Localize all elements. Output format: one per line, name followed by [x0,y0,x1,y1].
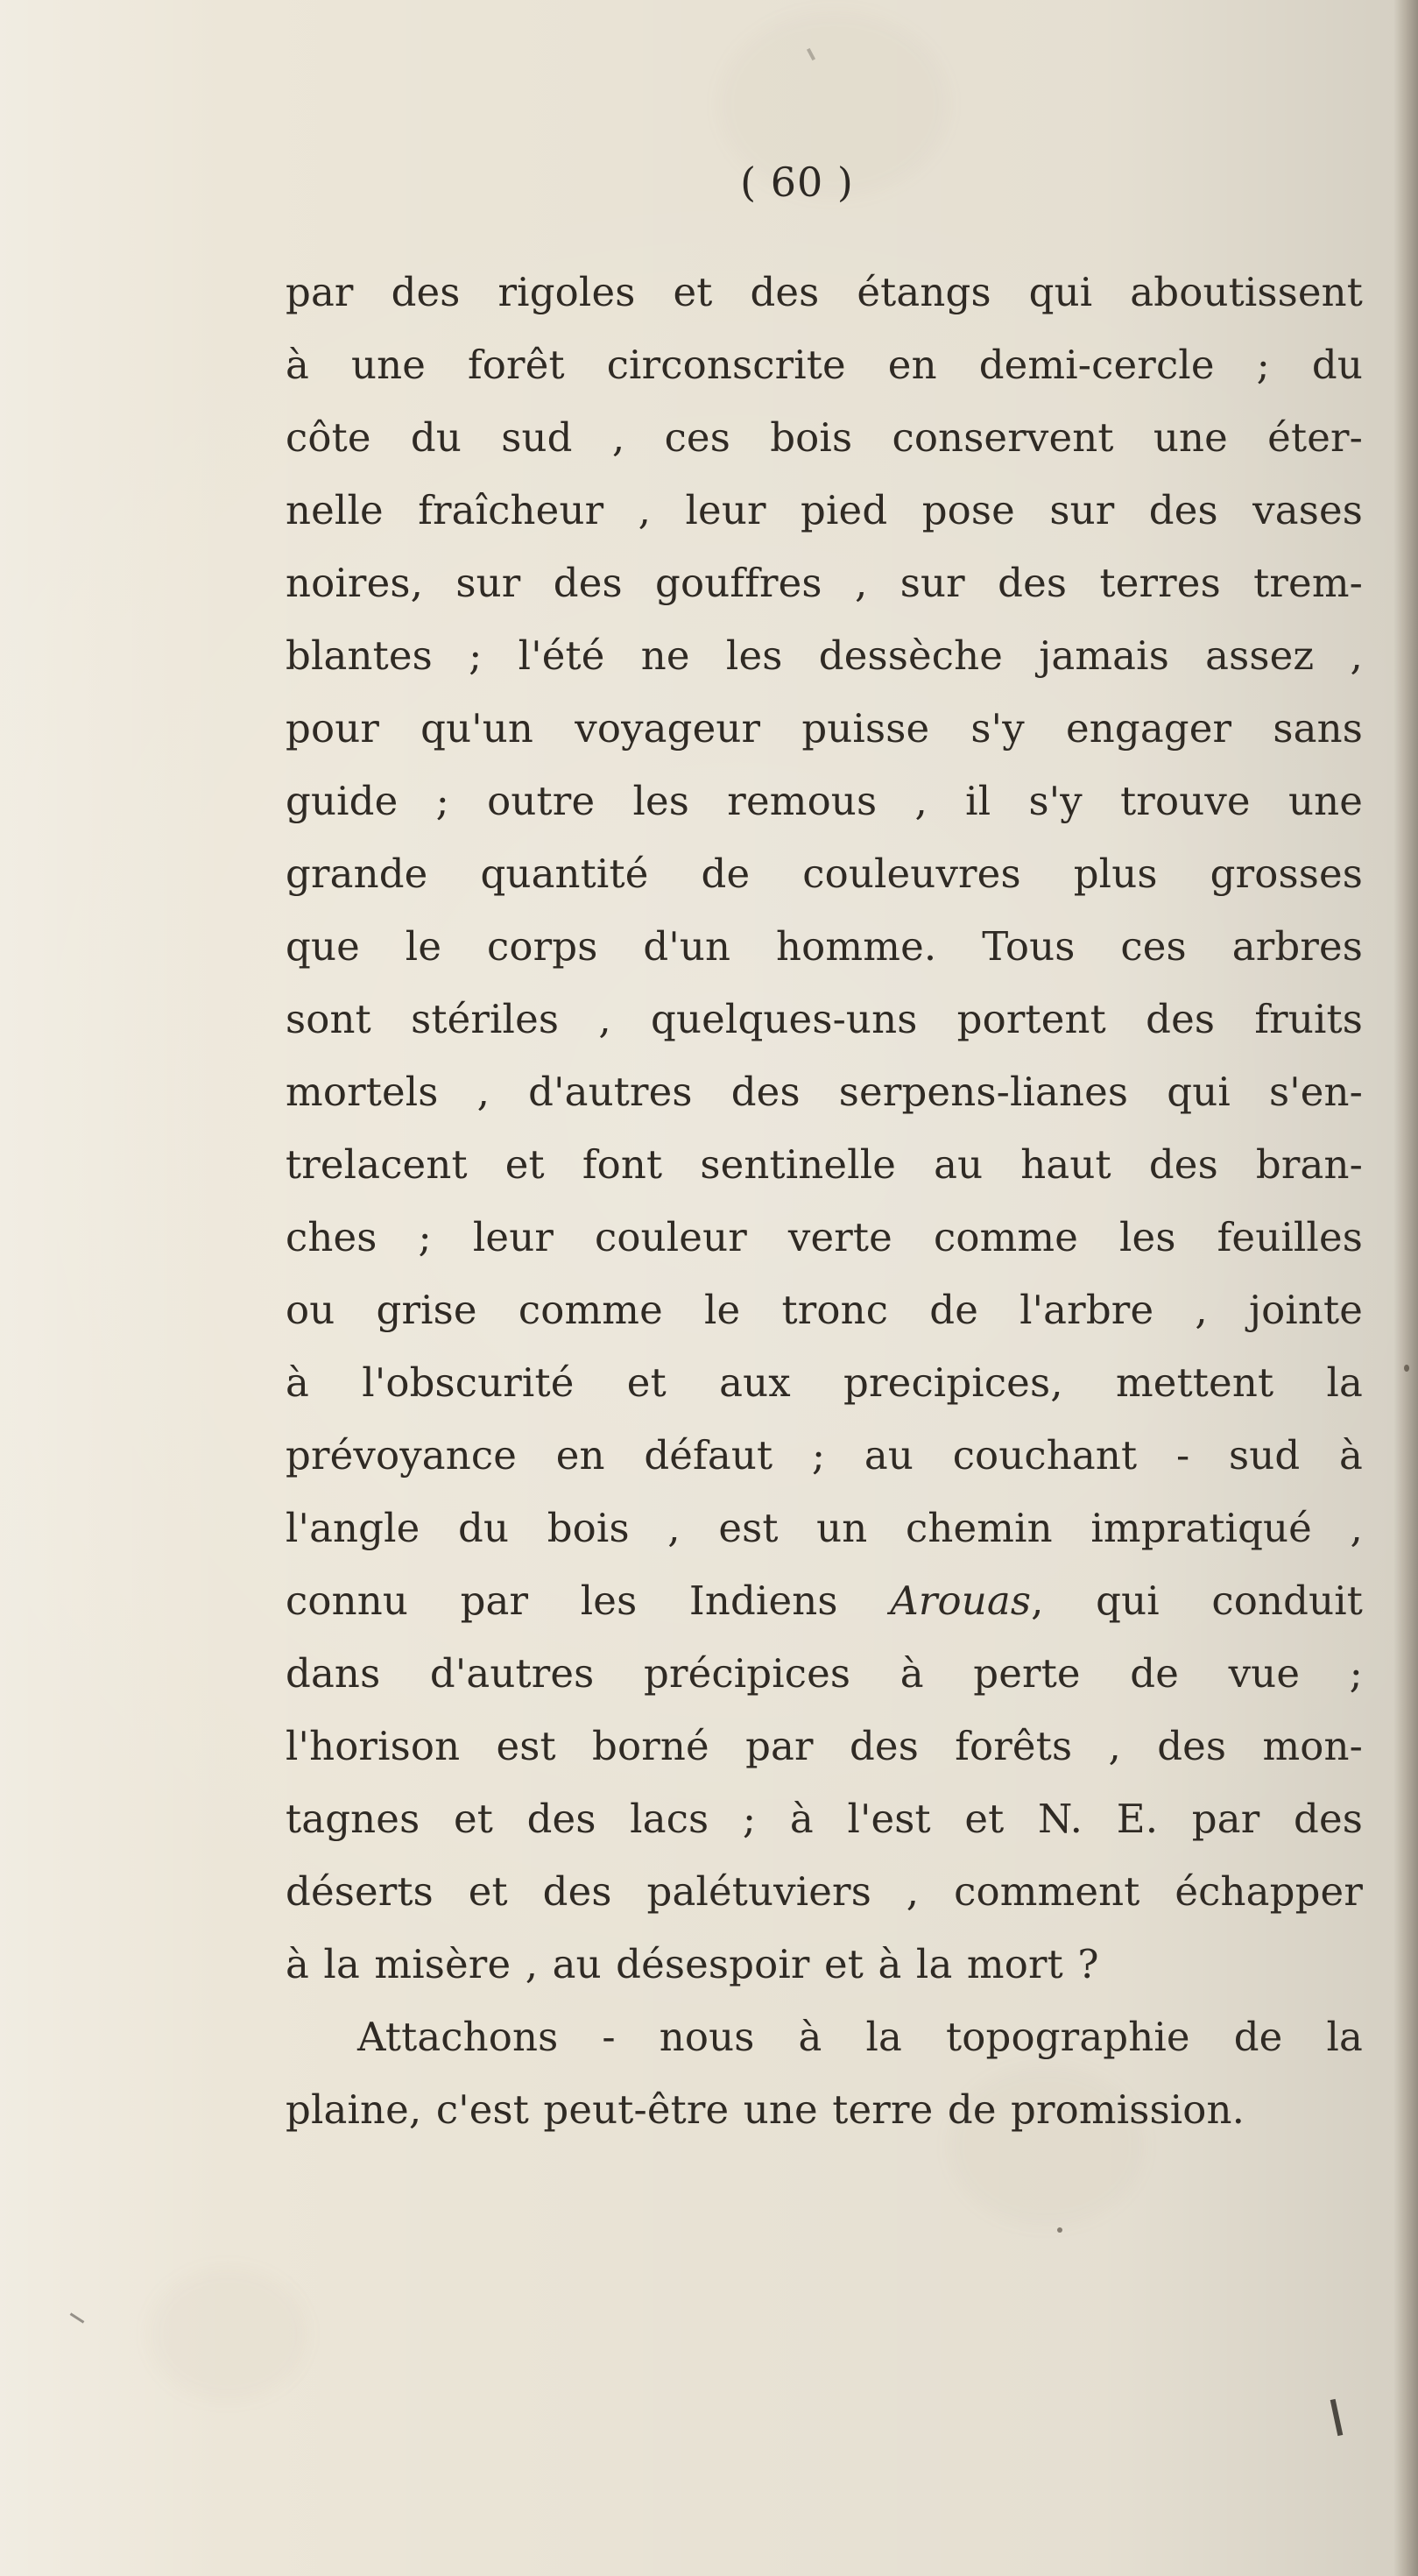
text-line-7: pour qu'un voyageur puisse s'y engager sans [286,705,1363,752]
text-line-3: côte du sud , ces bois conservent une éter- [286,414,1363,461]
text-line-9: grande quantité de couleuvres plus grosses [286,850,1363,897]
paper-speck [1330,2399,1344,2436]
text-line-24: à la misère , au désespoir et à la mort ? [286,1941,1099,1987]
text-line-8: guide ; outre les remous , il s'y trouve une [286,778,1363,824]
body-text [286,256,1363,2146]
page-number: ( 60 ) [740,159,854,206]
text-line-10: que le corps d'un homme. Tous ces arbres [286,923,1363,970]
text-line-21: l'horison est borné par des forêts , des mon- [286,1723,1363,1769]
text-line-1: par des rigoles et des étangs qui aboutissent [286,269,1363,315]
text-line-2: à une forêt circonscrite en demi-cercle ; du [286,342,1363,388]
text-line-19 [286,1564,1363,1637]
text-line-13: trelacent et font sentinelle au haut des bran- [286,1141,1363,1188]
text-line-23: déserts et des palétuviers , comment échapper [286,1868,1363,1915]
text-line-22: tagnes et des lacs ; à l'est et N. E. par des [286,1796,1363,1842]
text-line-6: blantes ; l'été ne les dessèche jamais assez , [286,632,1363,679]
paper-stain [149,2269,307,2400]
text-line-4: nelle fraîcheur , leur pied pose sur des vases [286,487,1363,533]
text-line-14: ches ; leur couleur verte comme les feuilles [286,1214,1363,1260]
text-line-19-after: , qui conduit [1031,1577,1363,1624]
text-line-5: noires, sur des gouffres , sur des terres trem- [286,560,1363,606]
paper-speck [70,2312,85,2323]
text-line-11: sont stériles , quelques-uns portent des fruits [286,996,1363,1042]
text-line-15: ou grise comme le tronc de l'arbre , jointe [286,1287,1363,1333]
italic-word-arouas: Arouas [890,1577,1032,1624]
text-line-12: mortels , d'autres des serpens-lianes qui s'en- [286,1069,1363,1115]
text-line-18: l'angle du bois , est un chemin impratiqué , [286,1505,1363,1551]
page-binding-shadow [1393,0,1418,2576]
text-line-19-before: connu par les Indiens [286,1577,891,1624]
paper-speck [1404,1365,1409,1372]
text-line-16: à l'obscurité et aux precipices, mettent la [286,1359,1363,1406]
text-line-17: prévoyance en défaut ; au couchant - sud à [286,1432,1363,1479]
text-line-25: Attachons - nous à la topographie de la [357,2014,1363,2060]
text-line-26: plaine, c'est peut-être une terre de promission. [286,2086,1245,2133]
paper-speck [1057,2227,1062,2233]
text-line-20: dans d'autres précipices à perte de vue ; [286,1650,1363,1697]
